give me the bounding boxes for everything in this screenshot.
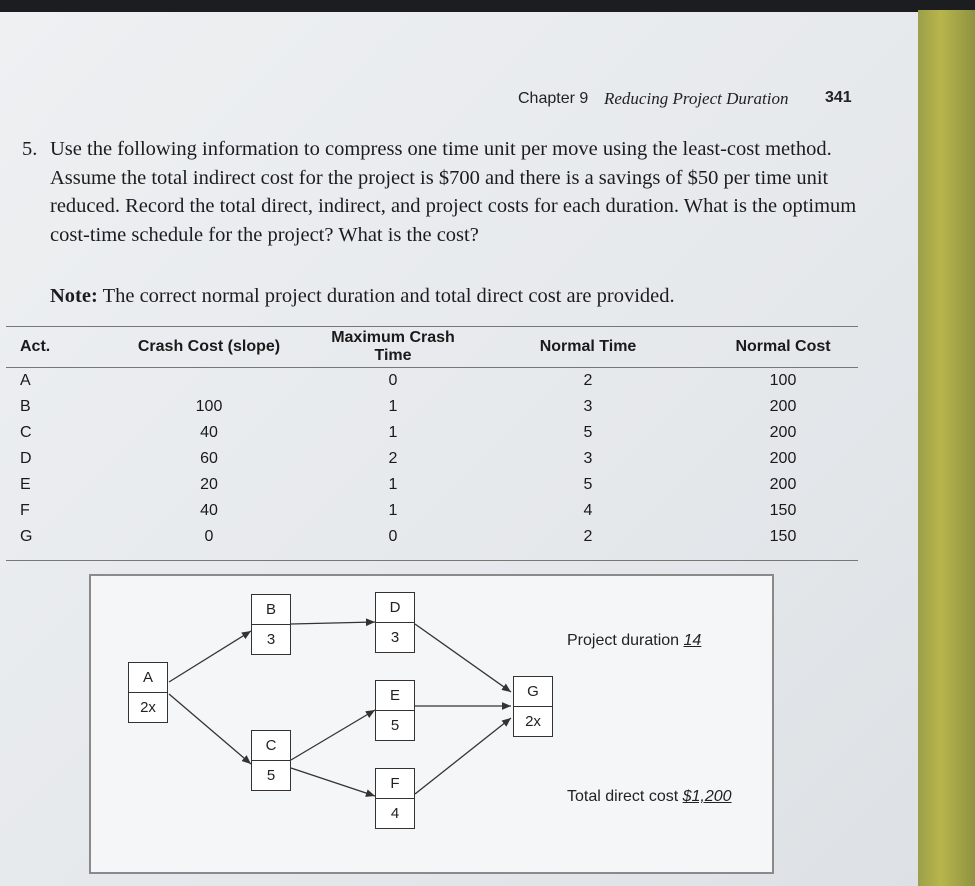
- node-g-time: 2x: [525, 713, 541, 730]
- cell-crash: 100: [195, 398, 223, 415]
- problem-text: Use the following information to compress one time unit per move using the least-cost method. Assume the total indirect cost for the project is $700 and there is a savings of $50 per time unit reduced. Record the total direct, indirect, and project costs for each duration. What is the optimum cost-time schedule for the project? What is the cost?: [50, 138, 857, 246]
- cell-normal-cost: 200: [769, 424, 797, 441]
- cell-normal-time: 3: [583, 398, 593, 415]
- note-text: The correct normal project duration and total direct cost are provided.: [102, 285, 675, 307]
- cell-normal-cost: 150: [769, 528, 797, 545]
- table-row: [6, 394, 858, 420]
- cell-max: 2: [388, 450, 398, 467]
- table-row: [6, 420, 858, 446]
- cell-crash: [100, 368, 318, 395]
- table-row: [6, 498, 858, 524]
- arrow-a-b: [169, 631, 251, 682]
- cell-max: 1: [388, 424, 398, 441]
- cell-crash: 60: [200, 450, 218, 467]
- photo-dark-border: [0, 0, 975, 12]
- node-c-time: 5: [266, 767, 276, 784]
- cell-normal-cost: 150: [769, 502, 797, 519]
- table-header-row: [6, 327, 858, 368]
- problem-number: 5.: [22, 138, 38, 160]
- node-f-time: 4: [390, 805, 400, 822]
- table-row: [6, 446, 858, 472]
- cell-crash: 0: [204, 528, 214, 545]
- cell-normal-cost: 200: [769, 476, 797, 493]
- cell-normal-time: 5: [583, 424, 593, 441]
- cell-max: 0: [388, 372, 398, 389]
- node-b-label: B: [252, 595, 290, 625]
- node-g-label: G: [514, 677, 552, 707]
- chapter-label: Chapter 9: [518, 90, 589, 107]
- arrow-c-f: [291, 768, 375, 796]
- note-label: Note:: [50, 285, 98, 307]
- cell-act: E: [20, 476, 31, 493]
- arrow-d-g: [415, 624, 511, 692]
- arrow-a-c: [169, 694, 251, 764]
- cell-act: F: [20, 502, 30, 519]
- node-f-label: F: [376, 769, 414, 799]
- network-arrows: [91, 576, 772, 872]
- total-direct-cost-label: Total direct cost: [567, 788, 679, 805]
- node-e: [375, 680, 415, 741]
- project-duration-annotation: [567, 632, 701, 650]
- project-duration-value: 14: [683, 632, 702, 649]
- page-number: 341: [825, 89, 852, 106]
- header-normal-cost: Normal Cost: [735, 338, 831, 355]
- arrow-f-g: [415, 718, 511, 794]
- node-b: [251, 594, 291, 655]
- total-direct-cost-value: $1,200: [682, 788, 732, 805]
- cell-act: A: [20, 372, 31, 389]
- node-d: [375, 592, 415, 653]
- cell-normal-cost: 200: [769, 398, 797, 415]
- node-e-time: 5: [390, 717, 400, 734]
- cell-normal-time: 5: [583, 476, 593, 493]
- arrow-b-d: [291, 622, 375, 624]
- problem-note: [50, 285, 675, 308]
- cell-normal-time: 4: [583, 502, 593, 519]
- cell-crash: 20: [200, 476, 218, 493]
- node-c: [251, 730, 291, 791]
- node-f: [375, 768, 415, 829]
- table-row: [6, 472, 858, 498]
- node-a: [128, 662, 168, 723]
- cell-act: B: [20, 398, 31, 415]
- project-duration-label: Project duration: [567, 632, 680, 649]
- node-d-time: 3: [390, 629, 400, 646]
- cell-max: 0: [388, 528, 398, 545]
- cell-crash: 40: [200, 502, 218, 519]
- node-b-time: 3: [266, 631, 276, 648]
- node-a-label: A: [129, 663, 167, 693]
- node-g: [513, 676, 553, 737]
- cell-max: 1: [388, 476, 398, 493]
- cell-normal-time: 2: [583, 528, 593, 545]
- header-normal-time: Normal Time: [539, 338, 637, 355]
- node-a-time: 2x: [140, 699, 156, 716]
- cell-act: G: [20, 528, 33, 545]
- activity-table: [6, 326, 858, 561]
- cell-normal-time: 3: [583, 450, 593, 467]
- header-act: Act.: [20, 338, 51, 355]
- cell-normal-time: 2: [583, 372, 593, 389]
- total-direct-cost-annotation: [567, 788, 732, 806]
- cell-crash: 40: [200, 424, 218, 441]
- header-crash-cost: Crash Cost (slope): [137, 338, 281, 355]
- node-e-label: E: [376, 681, 414, 711]
- header-max-crash-time: Maximum Crash Time: [331, 329, 455, 364]
- network-diagram: [89, 574, 774, 874]
- cell-normal-cost: 100: [769, 372, 797, 389]
- chapter-title: Reducing Project Duration: [604, 89, 789, 108]
- cell-act: C: [20, 424, 32, 441]
- node-c-label: C: [252, 731, 290, 761]
- cell-normal-cost: 200: [769, 450, 797, 467]
- table-row: [6, 368, 858, 395]
- node-d-label: D: [376, 593, 414, 623]
- table-row: [6, 524, 858, 561]
- cell-max: 1: [388, 398, 398, 415]
- page-edge-background: [918, 10, 975, 886]
- cell-act: D: [20, 450, 32, 467]
- arrow-c-e: [291, 710, 375, 760]
- cell-max: 1: [388, 502, 398, 519]
- page-header: [0, 88, 925, 112]
